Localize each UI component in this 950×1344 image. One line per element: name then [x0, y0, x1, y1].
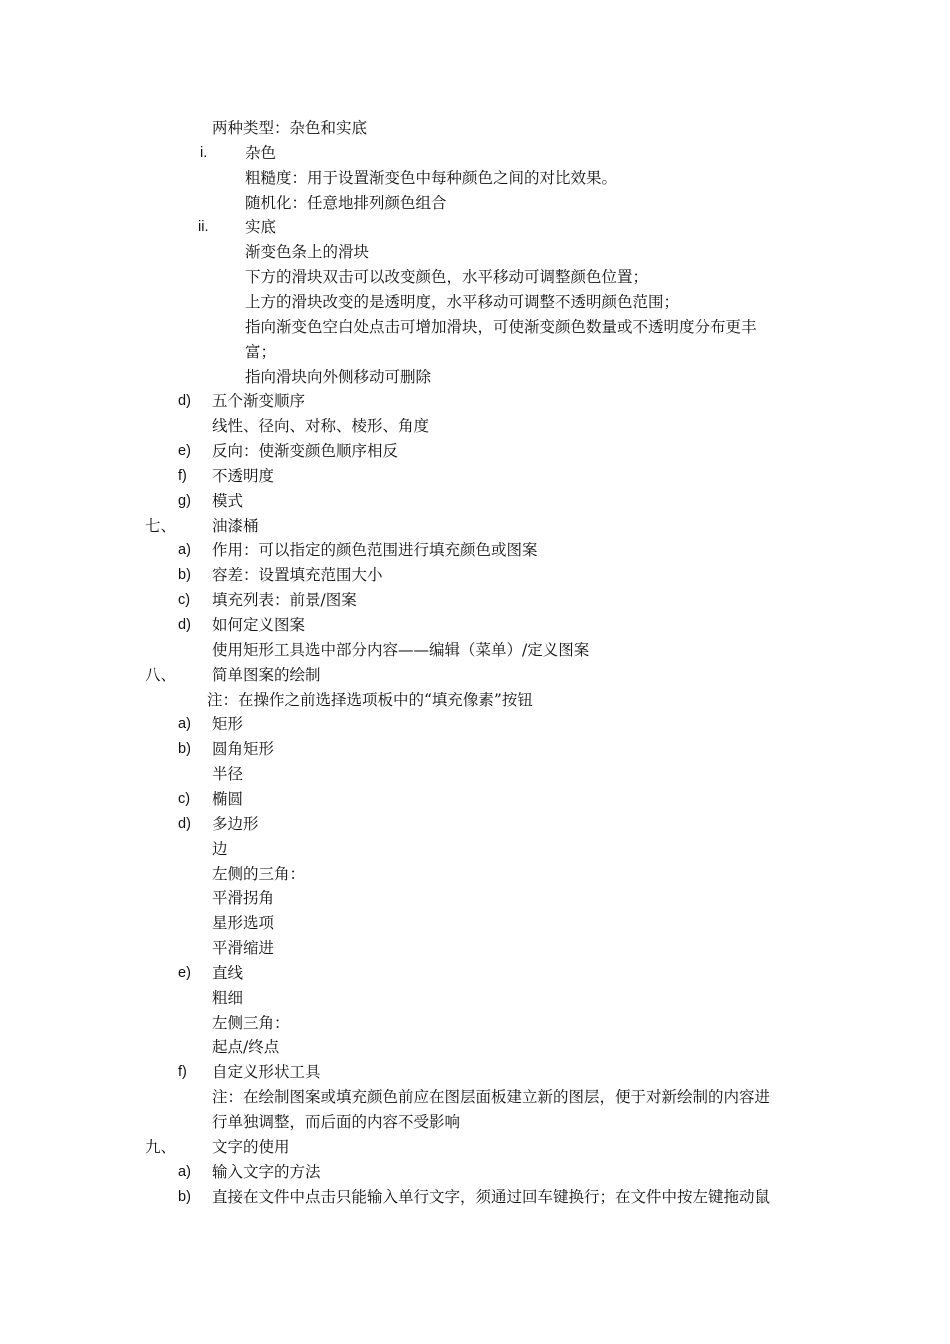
document-line — [0, 837, 950, 862]
list-marker: ii. — [198, 219, 209, 236]
list-marker: d) — [178, 815, 191, 832]
line-text: 直线 — [212, 963, 244, 982]
line-text: 输入文字的方法 — [212, 1162, 321, 1181]
document-line — [0, 215, 950, 240]
document-line — [0, 240, 950, 265]
line-text: 平滑缩进 — [212, 939, 275, 958]
list-marker: 七、 — [145, 516, 177, 535]
list-marker: g) — [178, 492, 191, 509]
line-text: 文字的使用 — [212, 1137, 290, 1156]
line-text: 简单图案的绘制 — [212, 665, 321, 684]
line-text: 模式 — [212, 491, 244, 510]
document-line — [0, 514, 950, 539]
document-line — [0, 638, 950, 663]
document-line — [0, 414, 950, 439]
line-text: 如何定义图案 — [212, 616, 306, 634]
document-line — [0, 1060, 950, 1085]
list-marker: i. — [200, 144, 208, 161]
line-text: 线性、径向、对称、棱形、角度 — [212, 417, 430, 436]
document-line — [0, 538, 950, 563]
list-marker: a) — [178, 1163, 191, 1180]
line-text: 指向滑块向外侧移动可删除 — [245, 367, 432, 386]
line-text: 平滑拐角 — [212, 889, 275, 908]
list-marker: 八、 — [145, 665, 177, 684]
document-line — [0, 986, 950, 1011]
document-line — [0, 1160, 950, 1185]
document-line — [0, 936, 950, 961]
document-line — [0, 787, 950, 812]
list-marker: c) — [178, 790, 191, 807]
line-text: 杂色 — [245, 143, 277, 162]
line-text: 五个渐变顺序 — [212, 392, 306, 411]
document-line — [0, 1110, 950, 1135]
list-marker: d) — [178, 617, 191, 633]
line-text: 半径 — [212, 765, 244, 784]
document-line — [0, 290, 950, 315]
document-line — [0, 663, 950, 688]
document-line — [0, 613, 950, 638]
line-text: 行单独调整，而后面的内容不受影响 — [212, 1113, 461, 1131]
line-text: 上方的滑块改变的是透明度，水平移动可调整不透明颜色范围； — [245, 292, 680, 311]
line-text: 注：在绘制图案或填充颜色前应在图层面板建立新的图层，便于对新绘制的内容进 — [212, 1088, 771, 1107]
list-marker: b) — [178, 1188, 191, 1205]
line-text: 粗细 — [212, 988, 244, 1007]
list-marker: b) — [178, 567, 191, 584]
line-text: 容差：设置填充范围大小 — [212, 566, 383, 585]
document-line — [0, 141, 950, 166]
document-line — [0, 1185, 950, 1210]
line-text: 椭圆 — [212, 789, 244, 808]
line-text: 左侧的三角： — [212, 864, 306, 883]
document-line — [0, 1035, 950, 1060]
document-line — [0, 812, 950, 837]
line-text: 圆角矩形 — [212, 740, 275, 759]
line-text: 多边形 — [212, 814, 259, 833]
line-text: 富； — [245, 342, 277, 361]
line-text: 反向：使渐变颜色顺序相反 — [212, 442, 399, 461]
document-line — [0, 1011, 950, 1036]
document-line — [0, 166, 950, 191]
document-line — [0, 961, 950, 986]
line-text: 粗糙度：用于设置渐变色中每种颜色之间的对比效果。 — [245, 168, 618, 187]
list-marker: f) — [178, 1064, 187, 1081]
document-line — [0, 737, 950, 762]
line-text: 注：在操作之前选择选项板中的“填充像素”按钮 — [207, 690, 533, 709]
document-line — [0, 315, 950, 340]
document-line — [0, 340, 950, 365]
line-text: 油漆桶 — [212, 516, 259, 535]
line-text: 填充列表：前景/图案 — [212, 591, 357, 610]
document-line — [0, 439, 950, 464]
document-line — [0, 1135, 950, 1160]
line-text: 边 — [212, 839, 228, 858]
line-text: 自定义形状工具 — [212, 1063, 321, 1082]
document-line — [0, 911, 950, 936]
list-marker: a) — [178, 542, 191, 559]
line-text: 下方的滑块双击可以改变颜色，水平移动可调整颜色位置； — [245, 268, 649, 287]
line-text: 使用矩形工具选中部分内容——编辑（菜单）/定义图案 — [212, 640, 590, 659]
list-marker: c) — [178, 592, 191, 609]
line-text: 随机化：任意地排列颜色组合 — [245, 193, 447, 212]
line-text: 指向渐变色空白处点击可增加滑块，可使渐变颜色数量或不透明度分布更丰 — [245, 317, 757, 336]
document-line — [0, 116, 950, 141]
document-line — [0, 464, 950, 489]
document-line — [0, 191, 950, 216]
document-line — [0, 588, 950, 613]
document-line — [0, 1085, 950, 1110]
document-line — [0, 862, 950, 887]
line-text: 矩形 — [212, 715, 244, 734]
list-marker: e) — [178, 964, 191, 981]
line-text: 渐变色条上的滑块 — [245, 243, 370, 262]
document-line — [0, 688, 950, 713]
list-marker: f) — [178, 467, 187, 484]
list-marker: 九、 — [145, 1137, 177, 1156]
document-line — [0, 762, 950, 787]
line-text: 左侧三角： — [212, 1013, 290, 1032]
document-line — [0, 389, 950, 414]
document-line — [0, 712, 950, 737]
line-text: 实底 — [245, 218, 277, 237]
list-marker: e) — [178, 443, 191, 460]
document-line — [0, 265, 950, 290]
list-marker: b) — [178, 741, 191, 758]
line-text: 起点/终点 — [212, 1038, 280, 1057]
line-text: 星形选项 — [212, 914, 275, 933]
document-line — [0, 489, 950, 514]
document-line — [0, 886, 950, 911]
line-text: 两种类型：杂色和实底 — [212, 119, 368, 137]
document-line — [0, 563, 950, 588]
list-marker: a) — [178, 716, 191, 733]
line-text: 直接在文件中点击只能输入单行文字，须通过回车键换行；在文件中按左键拖动鼠 — [212, 1187, 771, 1206]
line-text: 不透明度 — [212, 466, 275, 485]
line-text: 作用：可以指定的颜色范围进行填充颜色或图案 — [212, 541, 538, 560]
list-marker: d) — [178, 393, 191, 410]
document-line — [0, 365, 950, 390]
